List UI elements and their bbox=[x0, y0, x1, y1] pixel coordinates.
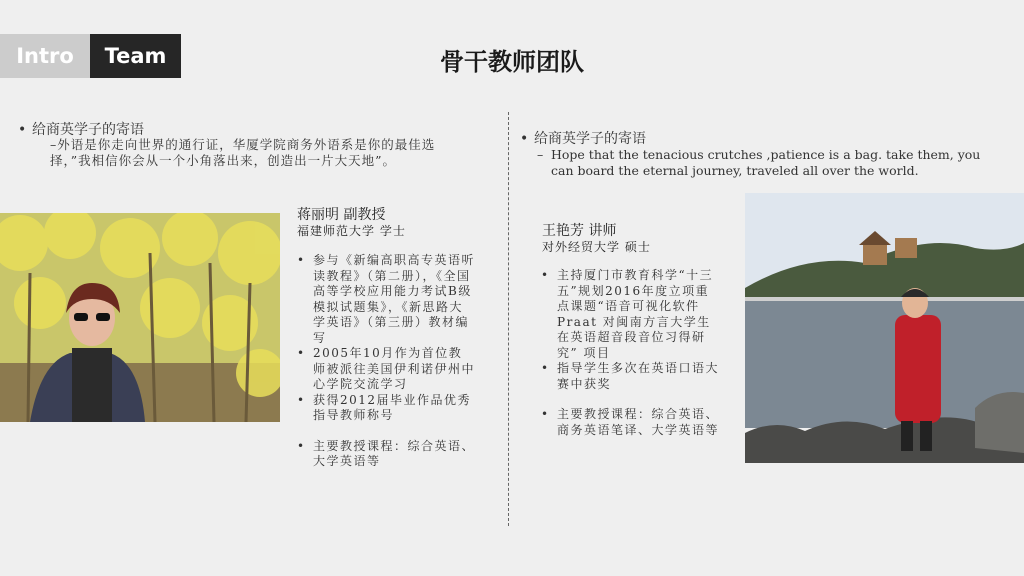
right-item: • 主要教授课程：综合英语、商务英语笔译、大学英语等 bbox=[541, 407, 719, 438]
page-title: 骨干教师团队 bbox=[440, 48, 584, 76]
photo-jiang-liming bbox=[0, 213, 280, 422]
left-message-text: –外语是你走向世界的通行证，华厦学院商务外语系是你的最佳选择，”我相信你会从一个小角落出来，创造出一片大天地”。 bbox=[50, 137, 436, 168]
tab-intro[interactable]: Intro bbox=[0, 34, 90, 78]
left-message-heading: • 给商英学子的寄语 bbox=[18, 122, 144, 138]
right-message-heading: • 给商英学子的寄语 bbox=[520, 131, 646, 147]
photo-wang-yanfang bbox=[745, 193, 1024, 463]
teacher-school-left: 福建师范大学 学士 bbox=[297, 224, 406, 238]
right-message: – Hope that the tenacious crutches ,patience is a bag. take them, you can board the eternal journey, traveled all over the world. bbox=[537, 147, 981, 178]
left-item: • 主要教授课程：综合英语、大学英语等 bbox=[297, 439, 475, 470]
left-item: • 获得2012届毕业作品优秀指导教师称号 bbox=[297, 393, 475, 424]
left-achievements bbox=[297, 253, 475, 470]
left-item: • 2005年10月作为首位教师被派往美国伊利诺伊州中心学院交流学习 bbox=[297, 346, 475, 393]
right-item: • 主持厦门市教育科学“十三五”规划2016年度立项重点课题“语音可视化软件Praat 对闽南方言大学生在英语超音段音位习得研究” 项目 bbox=[541, 268, 719, 361]
teacher-name-right: 王艳芳 讲师 bbox=[542, 223, 617, 239]
right-message-text: Hope that the tenacious crutches ,patience is a bag. take them, you can board the eternal journey, traveled all over the world. bbox=[551, 147, 981, 178]
right-message-heading-text: 给商英学子的寄语 bbox=[534, 131, 646, 147]
left-message-heading-text: 给商英学子的寄语 bbox=[32, 122, 144, 138]
teacher-name-left: 蒋丽明 副教授 bbox=[297, 207, 386, 223]
right-achievements bbox=[541, 268, 719, 438]
tab-team[interactable]: Team bbox=[90, 34, 181, 78]
right-item: • 指导学生多次在英语口语大赛中获奖 bbox=[541, 361, 719, 392]
left-item: • 参与《新编高职高专英语听读教程》（第二册），《全国高等学校应用能力考试B级模拟试题集》，《新思路大学英语》（第三册）教材编写 bbox=[297, 253, 475, 346]
teacher-school-right: 对外经贸大学 硕士 bbox=[542, 240, 651, 254]
left-message bbox=[50, 137, 460, 169]
column-divider bbox=[508, 112, 509, 526]
